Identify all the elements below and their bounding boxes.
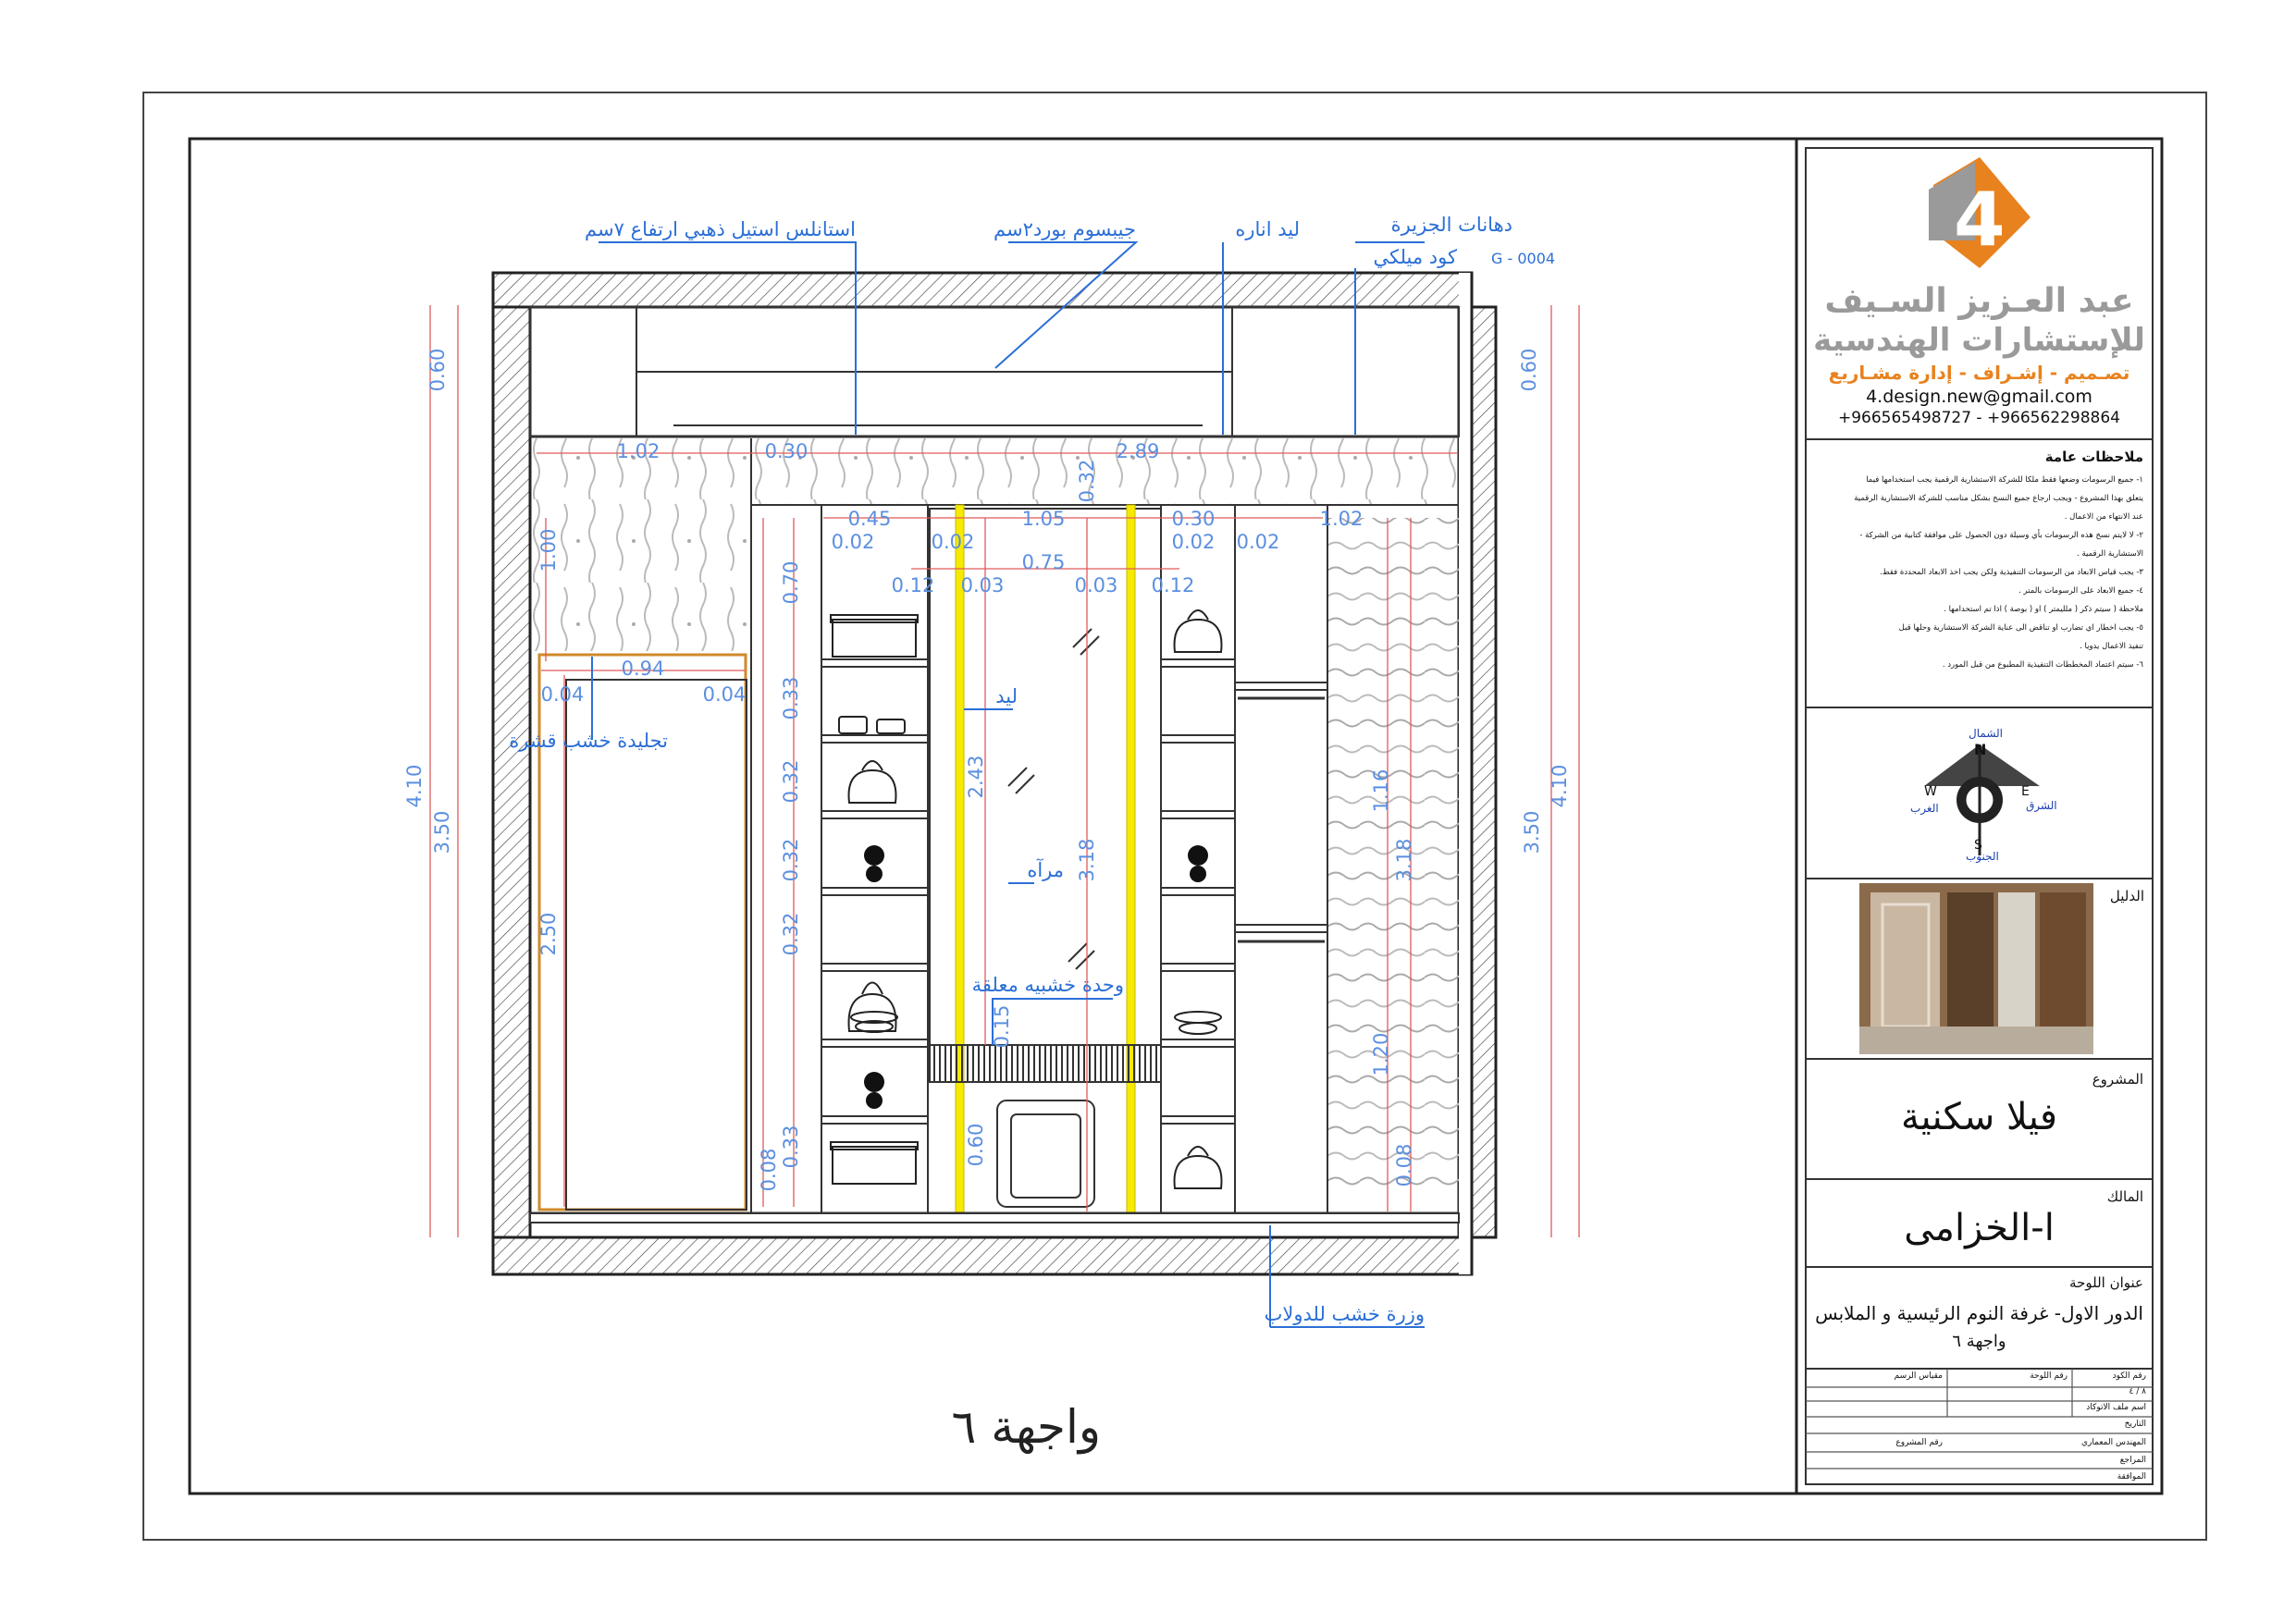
- note-line: تنفيذ الاعمال يدويا .: [2080, 642, 2143, 651]
- compass-n: N: [1974, 741, 1987, 758]
- owner-label: المالك: [2106, 1188, 2143, 1205]
- dimension-label: 1.02: [616, 440, 660, 462]
- chair: [997, 1100, 1094, 1207]
- dimension-label: 0.04: [702, 683, 747, 706]
- dimension-label: 2.50: [537, 912, 560, 956]
- notes-list: [1815, 471, 2143, 674]
- dimension-label: 0.04: [540, 683, 585, 706]
- compass-w: W: [1924, 784, 1937, 799]
- dimension-label: 3.18: [1076, 838, 1098, 882]
- project-value: فيلا سكنية: [1901, 1096, 2057, 1138]
- ceiling-box-right: [1232, 307, 1459, 436]
- dimension-label: 1.00: [537, 528, 560, 572]
- dimension-label: 2.43: [965, 755, 987, 799]
- dimension-label: 0.02: [931, 531, 975, 553]
- company-services: تصـميم - إشـراف - إدارة مشـاريع: [1828, 362, 2130, 384]
- dimension-label: 0.03: [1074, 574, 1118, 596]
- dimension-label: 1.02: [1319, 508, 1364, 530]
- wallpaper-top: [751, 438, 1459, 505]
- storage-box: [833, 620, 916, 657]
- callout-led-light: ليد اناره: [1235, 218, 1300, 240]
- scale-label: مقياس الرسم: [1894, 1371, 1943, 1381]
- project-no-label: رقم المشروع: [1895, 1438, 1943, 1447]
- wallpaper-left: [532, 438, 751, 651]
- date-label: التاريخ: [2124, 1420, 2146, 1429]
- dimension-label: 0.02: [1171, 531, 1216, 553]
- company-sub: للإستشارات الهندسية: [1813, 322, 2145, 359]
- compass-south-label: الجنوب: [1966, 850, 1999, 863]
- file-label: اسم ملف الاتوكاد: [2086, 1403, 2146, 1412]
- callout-baseboard: وزرة خشب للدولاب: [1264, 1303, 1425, 1325]
- dimension-label: 1.16: [1370, 768, 1392, 813]
- compass-s: S: [1974, 838, 1982, 853]
- dimension-label: 0.32: [780, 838, 802, 882]
- sheet-no-label: رقم اللوحة: [2030, 1371, 2068, 1381]
- callout-hanging-unit: وحدة خشبيه معلقة: [971, 974, 1124, 996]
- compass-e: E: [2021, 784, 2030, 799]
- dimension-label: 0.32: [1076, 459, 1098, 503]
- dimension-label: 0.08: [1393, 1143, 1415, 1187]
- dimension-label: 3.50: [431, 810, 453, 855]
- callout-mirror: مرآه: [1027, 859, 1064, 881]
- project-label: المشروع: [2092, 1071, 2143, 1088]
- dimension-label: 0.12: [1151, 574, 1195, 596]
- ceiling-slab: [493, 273, 1472, 307]
- floor-slab: [493, 1237, 1472, 1274]
- dimension-label: 0.70: [780, 560, 802, 605]
- dimension-label: 0.33: [780, 676, 802, 720]
- dimension-label: 0.02: [1236, 531, 1280, 553]
- note-line: ٤- جميع الابعاد على الرسومات بالمتر .: [2018, 586, 2143, 596]
- note-line: ٥- يجب اخطار اي تضارب او تناقض الى عناية الشركة الاستشارية وحلها قبل: [1898, 623, 2143, 633]
- dimension-label: 0.32: [780, 912, 802, 956]
- note-line: عند الانتهاء من الاعمال .: [2064, 512, 2143, 522]
- company-email: 4.design.new@gmail.com: [1866, 387, 2092, 407]
- note-line: الاستشارية الرقمية .: [2077, 549, 2143, 559]
- company-logo: [1929, 157, 2031, 268]
- callout-skirting: استانلس استيل ذهبي ارتفاع ٧سم: [585, 218, 856, 240]
- dimension-label: 3.18: [1393, 838, 1415, 882]
- dimension-label: 0.45: [847, 508, 892, 530]
- dimension-label: 0.12: [891, 574, 935, 596]
- dimension-label: 0.03: [960, 574, 1005, 596]
- note-line: ٦- سيتم اعتماد المخططات التنفيذية المطبوع من قبل المورد .: [1942, 660, 2143, 670]
- view-title: واجهة ٦: [951, 1400, 1101, 1454]
- callout-paint-code-no: G - 0004: [1491, 250, 1556, 267]
- dimension-label: 0.30: [764, 440, 809, 462]
- guide-render-image: [1859, 883, 2093, 1054]
- dimension-label: 0.32: [780, 759, 802, 804]
- dimension-label: 4.10: [403, 764, 426, 808]
- dimension-label: 0.75: [1021, 551, 1066, 573]
- dimension-label: 0.94: [621, 658, 665, 680]
- dimension-label: 0.08: [758, 1148, 780, 1192]
- dimension-label: 1.05: [1021, 508, 1066, 530]
- sheet-title-line1: الدور الاول- غرفة النوم الرئيسية و الملابس: [1815, 1302, 2143, 1324]
- callout-led: ليد: [995, 685, 1018, 707]
- ceiling-box-left: [530, 307, 636, 436]
- dimension-label: 0.60: [965, 1123, 987, 1167]
- review-label: المراجع: [2119, 1456, 2146, 1465]
- sheet-title-line2: واجهة ٦: [1952, 1332, 2006, 1351]
- dimension-label: 0.30: [1171, 508, 1216, 530]
- note-line: ملاحظة ( سيتم ذكر ( ملليمتر ) او ( بوصة ) اذا تم استخدامها .: [1944, 605, 2143, 614]
- note-line: ٣- يجب قياس الابعاد من الرسومات التنفيذية ولكن يجب اخذ الابعاد المحددة فقط.: [1880, 568, 2143, 577]
- dimension-label: 0.60: [426, 348, 449, 392]
- dimension-label: 3.50: [1521, 810, 1543, 855]
- notes-heading: ملاحظات عامة: [2044, 449, 2143, 465]
- dimension-label: 1.20: [1370, 1032, 1392, 1076]
- sheet-title-label: عنوان اللوحة: [2069, 1274, 2143, 1291]
- dimension-label: 0.60: [1518, 348, 1540, 392]
- note-line: ٢- لا لايتم نسخ هذه الرسومات بأي وسيلة دون الحصول على موافقة كتابية من الشركة -: [1859, 531, 2143, 540]
- left-wall: [493, 307, 530, 1237]
- note-line: ١- جميع الرسومات وضعها فقط ملكا للشركة الاستشارية الرقمية يجب استخدامها فيما: [1866, 475, 2143, 485]
- callout-paint-code: كود ميلكي: [1373, 246, 1457, 268]
- approval-label: الموافقة: [2117, 1472, 2146, 1482]
- compass-north-label: الشمال: [1969, 727, 2004, 740]
- hanging-wood-unit: [930, 1045, 1161, 1082]
- baseboard: [530, 1213, 1459, 1223]
- led-strip-right: [1127, 505, 1135, 1213]
- guide-label: الدليل: [2109, 888, 2144, 904]
- dimension-label: 0.15: [991, 1004, 1013, 1049]
- owner-value: ا-الخزامى: [1904, 1207, 2055, 1249]
- note-line: يتعلق بهذا المشروع - ويجب ارجاع جميع النسخ بشكل مناسب للشركة الاستشارية الرقمية: [1854, 494, 2143, 503]
- led-strip-left: [956, 505, 964, 1213]
- dimension-label: 4.10: [1549, 764, 1571, 808]
- company-name: عبد العـزيز السـيف: [1824, 282, 2134, 320]
- dimension-label: 2.89: [1116, 440, 1160, 462]
- company-phones: +966565498727 - +966562298864: [1837, 409, 2120, 427]
- dimension-label: 0.02: [831, 531, 875, 553]
- code-value: ٨ / ٤: [2129, 1387, 2146, 1396]
- compass-east-label: الشرق: [2026, 799, 2057, 812]
- engineer-label: المهندس المعماري: [2080, 1438, 2146, 1447]
- callout-paint-title: دهانات الجزيرة: [1390, 214, 1512, 236]
- dimension-label: 0.33: [780, 1125, 802, 1169]
- code-label: رقم الكود: [2112, 1371, 2146, 1381]
- storage-box: [833, 1147, 916, 1184]
- callout-veneer: تجليدة خشب قشرة: [509, 730, 668, 752]
- svg-text:4: 4: [1954, 177, 2006, 263]
- compass-west-label: الغرب: [1910, 802, 1939, 815]
- hanging-section: [1235, 505, 1327, 1213]
- callout-gypsum: جيبسوم بورد٢سم: [994, 218, 1136, 240]
